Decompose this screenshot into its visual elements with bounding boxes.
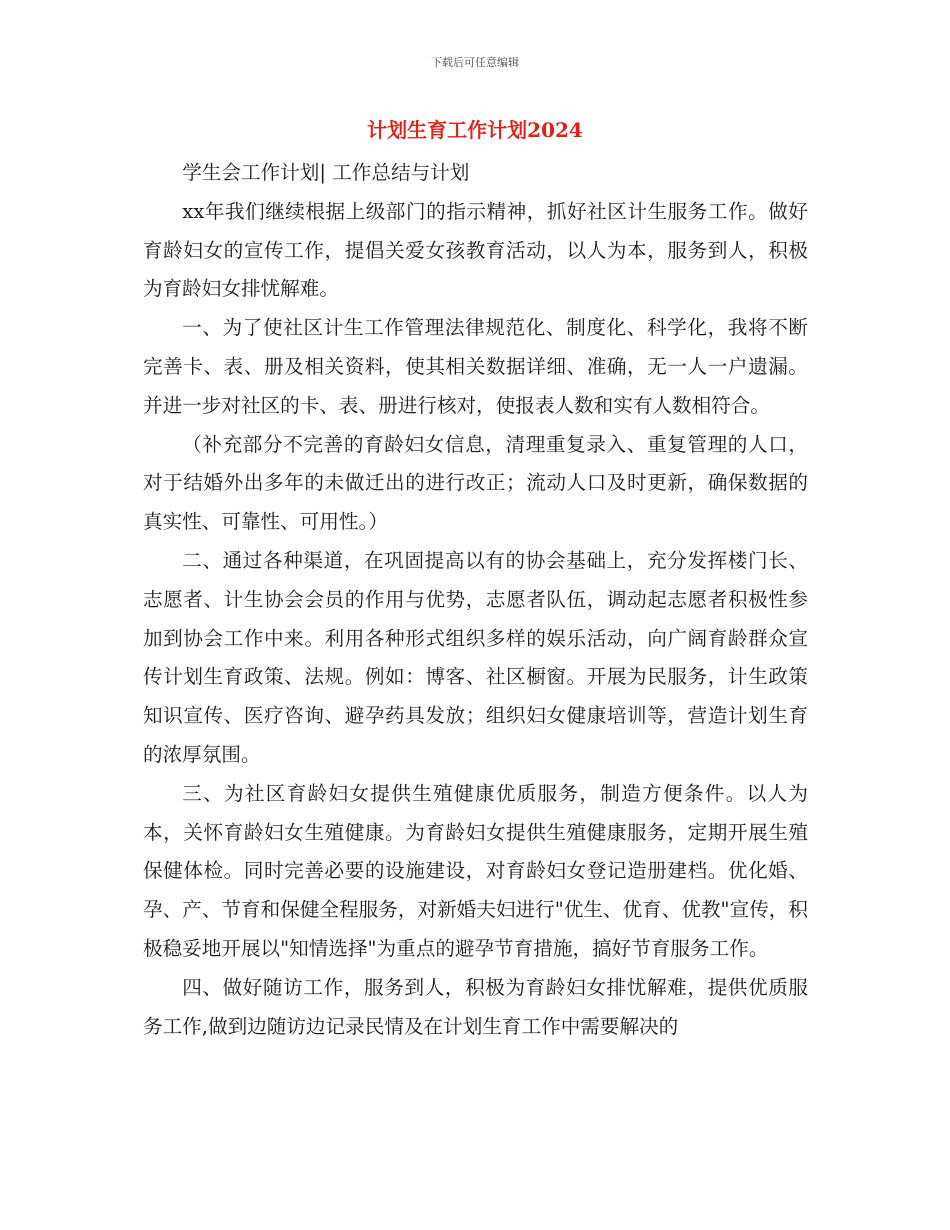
document-title: 计划生育工作计划2024 [367,118,583,142]
paragraph-section-2: 二、通过各种渠道，在巩固提高以有的协会基础上，充分发挥楼门长、志愿者、计生协会会员的作用与优势，志愿者队伍，调动起志愿者积极性参加到协会工作中来。利用各种形式组织多样的娱乐活动，向广阔育龄群众宣传计划生育政策、法规。例如：博客、社区橱窗。开展为民服务，计生政策知识宣传、医疗咨询、避孕药具发放；组织妇女健康培训等，营造计划生育的浓厚氛围。 [143,548,808,766]
page-header-note: 下载后可任意编辑 [431,56,519,69]
paragraph-supplement: （补充部分不完善的育龄妇女信息，清理重复录入、重复管理的人口，对于结婚外出多年的未做迁出的进行改正；流动人口及时更新，确保数据的真实性、可靠性、可用性。） [143,432,808,534]
paragraph-section-1: 一、为了使社区计生工作管理法律规范化、制度化、科学化，我将不断完善卡、表、册及相关资料，使其相关数据详细、准确，无一人一户遗漏。并进一步对社区的卡、表、册进行核对，使报表人数和实有人数相符合。 [143,316,808,417]
paragraph-intro: xx年我们继续根据上级部门的指示精神，抓好社区计生服务工作。做好育龄妇女的宣传工作，提倡关爱女孩教育活动，以人为本，服务到人，积极为育龄妇女排忧解难。 [143,199,808,301]
document-body [143,154,808,1046]
paragraph-section-4: 四、做好随访工作，服务到人，积极为育龄妇女排忧解难，提供优质服务工作,做到边随访边记录民情及在计划生育工作中需要解决的 [143,975,808,1038]
paragraph-section-3: 三、为社区育龄妇女提供生殖健康优质服务，制造方便条件。以人为本，关怀育龄妇女生殖健康。为育龄妇女提供生殖健康服务，定期开展生殖保健体检。同时完善必要的设施建设，对育龄妇女登记造册建档。优化婚、孕、产、节育和保健全程服务，对新婚夫妇进行"优生、优育、优教"宣传，积极稳妥地开展以"知情选择"为重点的避孕节育措施，搞好节育服务工作。 [143,781,808,960]
document-subtitle: 学生会工作计划| 工作总结与计划 [182,161,470,184]
